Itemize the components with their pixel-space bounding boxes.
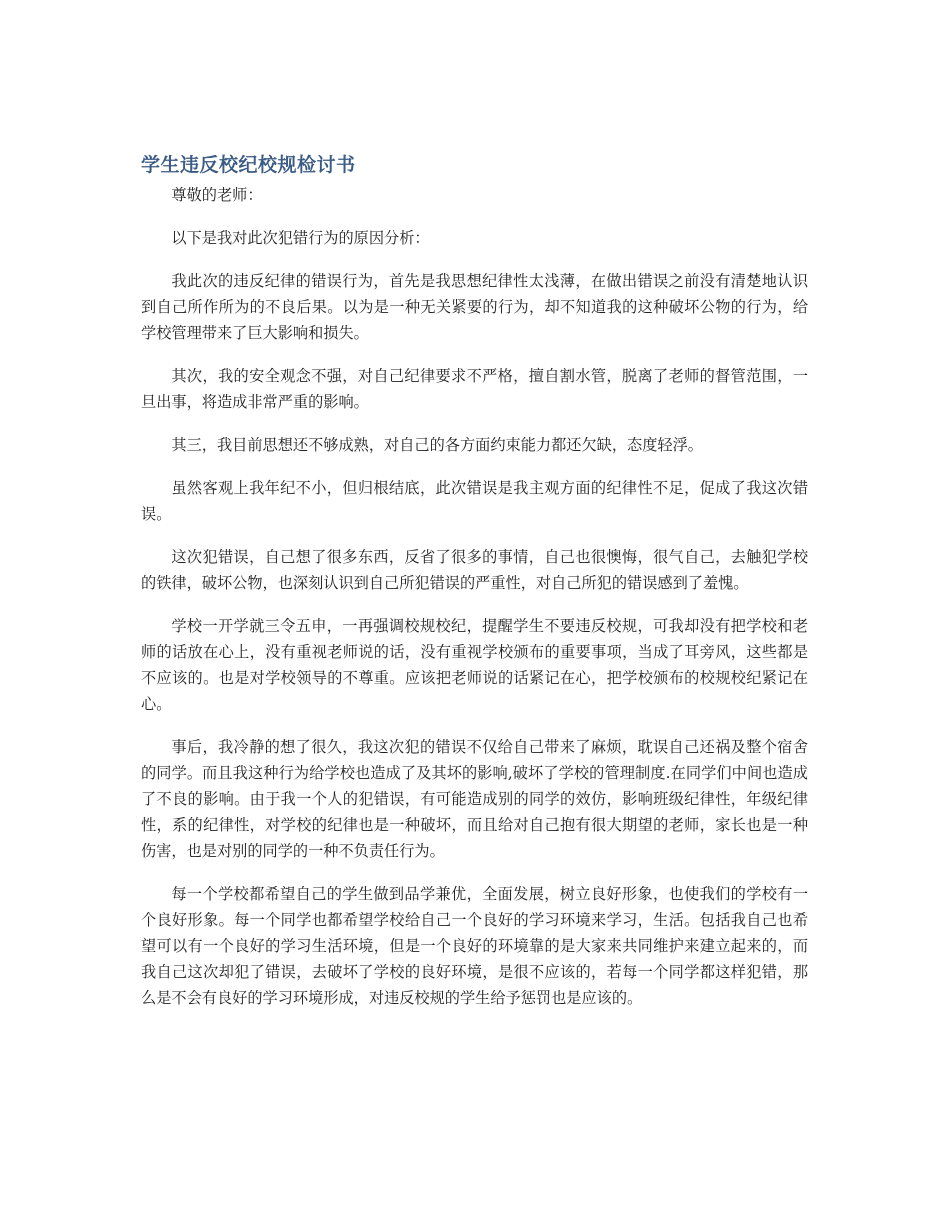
- paragraph-third-reason: 其三，我目前思想还不够成熟，对自己的各方面约束能力都还欠缺，态度轻浮。: [171, 436, 703, 454]
- document-title: 学生违反校纪校规检讨书: [141, 154, 356, 176]
- paragraph-second-reason: 其次，我的安全观念不强，对自己纪律要求不严格，擅自割水管，脱离了老师的督管范围，一旦出事，将造成非常严重的影响。: [141, 367, 808, 411]
- paragraph-school-environment: 每一个学校都希望自己的学生做到品学兼优，全面发展，树立良好形象，也使我们的学校有一个良好形象。每一个同学也都希望学校给自己一个良好的学习环境来学习，生活。包括我自己也希望可以有一个良好的学习生活环境，但是一个良好的环境靠的是大家来共同维护来建立起来的，而我自己这次却犯了错误，去破坏了学校的良好环境，是很不应该的，若每一个同学都这样犯错，那么是不会有良好的学习环境形成，对违反校规的学生给予惩罚也是应该的。: [141, 885, 808, 1007]
- document-body: [141, 148, 808, 1028]
- paragraph-intro: 以下是我对此次犯错行为的原因分析：: [171, 229, 430, 247]
- paragraph-conclusion-reason: 虽然客观上我年纪不小，但归根结底，此次错误是我主观方面的纪律性不足，促成了我这次错误。: [141, 479, 808, 523]
- paragraph-first-reason: 我此次的违反纪律的错误行为，首先是我思想纪律性太浅薄，在做出错误之前没有清楚地认识到自己所作所为的不良后果。以为是一种无关紧要的行为，却不知道我的这种破坏公物的行为，给学校管理带来了巨大影响和损失。: [141, 272, 808, 342]
- salutation: 尊敬的老师：: [171, 186, 263, 204]
- paragraph-school-rules: 学校一开学就三令五申，一再强调校规校纪，提醒学生不要违反校规，可我却没有把学校和老师的话放在心上，没有重视老师说的话，没有重视学校颁布的重要事项，当成了耳旁风，这些都是不应该的。也是对学校领导的不尊重。应该把老师说的话紧记在心，把学校颁布的校规校纪紧记在心。: [141, 617, 808, 713]
- paragraph-reflection: 这次犯错误，自己想了很多东西，反省了很多的事情，自己也很懊悔，很气自己，去触犯学校的铁律，破坏公物，也深刻认识到自己所犯错误的严重性，对自己所犯的错误感到了羞愧。: [141, 548, 808, 592]
- paragraph-consequences: 事后，我冷静的想了很久，我这次犯的错误不仅给自己带来了麻烦，耽误自己还祸及整个宿舍的同学。而且我这种行为给学校也造成了及其坏的影响,破坏了学校的管理制度.在同学们中间也造成了不良的影响。由于我一个人的犯错误，有可能造成别的同学的效仿，影响班级纪律性，年级纪律性，系的纪律性，对学校的纪律也是一种破坏，而且给对自己抱有很大期望的老师，家长也是一种伤害，也是对别的同学的一种不负责任行为。: [141, 738, 808, 860]
